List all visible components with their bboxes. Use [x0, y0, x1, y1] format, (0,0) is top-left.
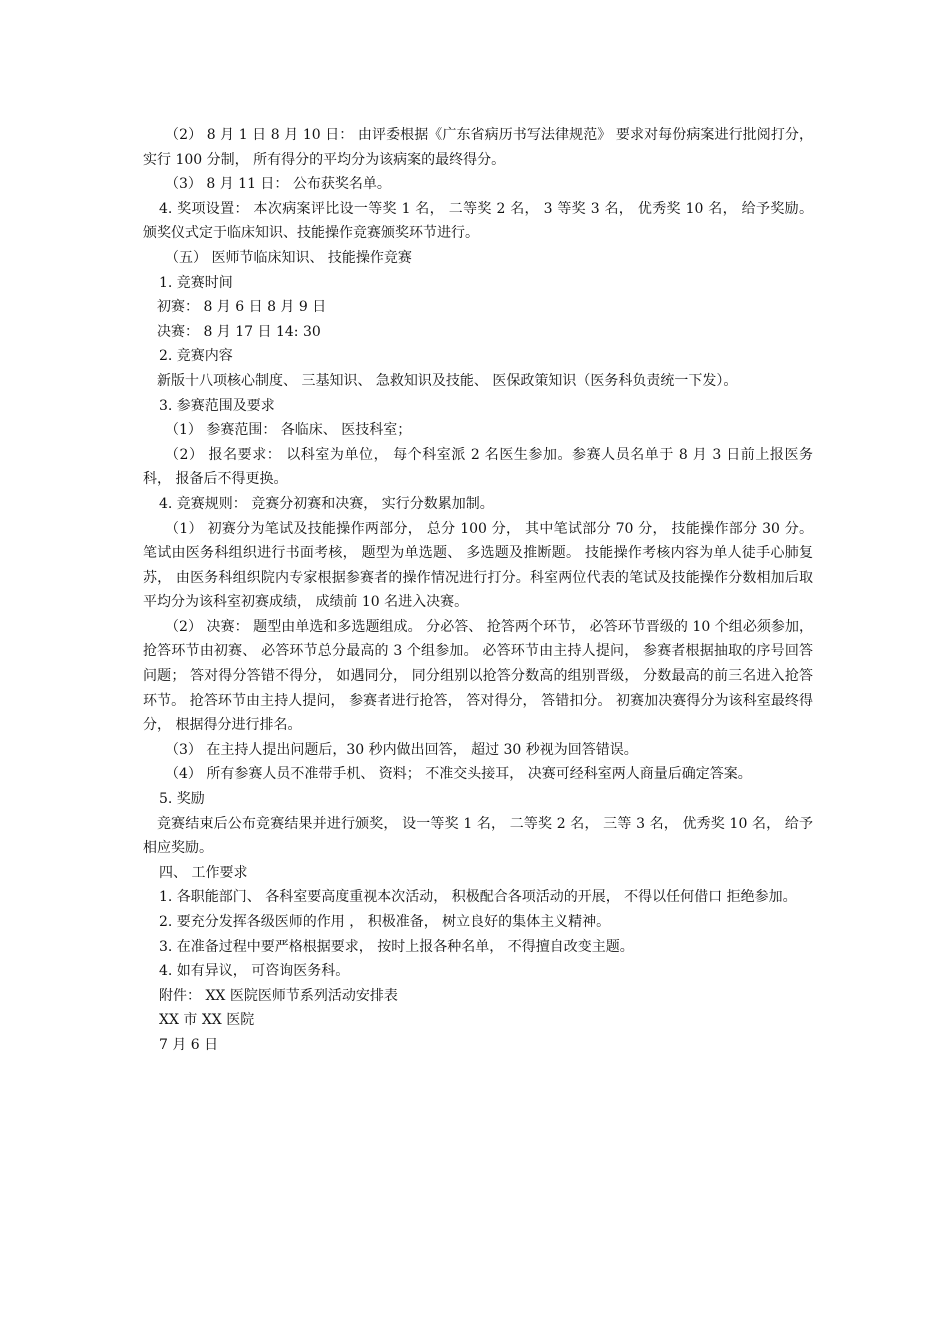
paragraph-award-settings: 4. 奖项设置： 本次病案评比设一等奖 1 名， 二等奖 2 名， 3 等奖 3 名， 优秀奖 10 名， 给予奖励。 颁奖仪式定于临床知识、技能操作竞赛颁奖环节进行。: [143, 200, 813, 242]
document-body: [143, 123, 813, 1058]
section-heading-competition: （五） 医师节临床知识、 技能操作竞赛: [165, 249, 412, 266]
subheading-rules: 4. 竞赛规则： 竞赛分初赛和决赛， 实行分数累加制。: [159, 495, 494, 512]
paragraph-requirement-3: 3. 在准备过程中要严格根据要求， 按时上报各种名单， 不得擅自改变主题。: [159, 938, 634, 955]
paragraph-scope: （1） 参赛范围： 各临床、 医技科室；: [165, 422, 412, 439]
paragraph-requirement-2: 2. 要充分发挥各级医师的作用 ， 积极准备， 树立良好的集体主义精神。: [159, 914, 611, 930]
signature-date: 7 月 6 日: [159, 1036, 219, 1053]
paragraph-discipline: （4） 所有参赛人员不准带手机、 资料； 不准交头接耳， 决赛可经科室两人商量后确定答案。: [165, 766, 752, 783]
signature-organization: XX 市 XX 医院: [159, 1012, 255, 1029]
paragraph-review-schedule: （2） 8 月 1 日 8 月 10 日： 由评委根据《广东省病历书写法律规范》 要求对每份病案进行批阅打分， 实行 100 分制， 所有得分的平均分为该病案的最终得分。: [143, 127, 813, 168]
subheading-competition-content: 2. 竞赛内容: [159, 348, 233, 365]
paragraph-preliminary-rules: （1） 初赛分为笔试及技能操作两部分， 总分 100 分， 其中笔试部分 70 分， 技能操作部分 30 分。 笔试由医务科组织进行书面考核， 题型为单选题、 多选题及推断题。 技能操作考核内容为单人徒手心肺复苏， 由医务科组织院内专家根据参赛者的操作情况进行打分。科室两位代表的笔试及技能操作分数相加后取平均分为该科室初赛成绩， 成绩前 10 名进入决赛。: [143, 520, 813, 611]
paragraph-final-rules: （2） 决赛： 题型由单选和多选题组成。 分必答、 抢答两个环节， 必答环节晋级的 10 个组必须参加， 抢答环节由初赛、 必答环节总分最高的 3 个组参加。 必答环节由主持人提问， 参赛者根据抽取的序号回答问题； 答对得分答错不得分， 如遇同分， 同分组别以抢答分数高的组别晋级， 分数最高的前三名进入抢答环节。 抢答环节由主持人提问， 参赛者进行抢答， 答对得分， 答错扣分。 初赛加决赛得分为该科室最终得分， 根据得分进行排名。: [143, 618, 813, 734]
paragraph-requirement-1: 1. 各职能部门、 各科室要高度重视本次活动， 积极配合各项活动的开展， 不得以任何借口 拒绝参加。: [159, 889, 797, 906]
paragraph-announce-winners: （3） 8 月 11 日： 公布获奖名单。: [165, 176, 391, 193]
paragraph-reward-details: 竞赛结束后公布竞赛结果并进行颁奖， 设一等奖 1 名， 二等奖 2 名， 三等 3 名， 优秀奖 10 名， 给予相应奖励。: [143, 815, 813, 857]
paragraph-registration: （2） 报名要求： 以科室为单位， 每个科室派 2 名医生参加。参赛人员名单于 8 月 3 日前上报医务科， 报备后不得更换。: [143, 446, 813, 488]
subheading-rewards: 5. 奖励: [159, 791, 205, 808]
paragraph-requirement-4: 4. 如有异议， 可咨询医务科。: [159, 963, 350, 980]
paragraph-preliminary-date: 初赛： 8 月 6 日 8 月 9 日: [157, 299, 327, 316]
subheading-competition-time: 1. 竞赛时间: [159, 274, 233, 291]
paragraph-final-date: 决赛： 8 月 17 日 14: 30: [157, 323, 321, 340]
subheading-scope-requirements: 3. 参赛范围及要求: [159, 397, 275, 414]
section-heading-work-requirements: 四、 工作要求: [159, 864, 248, 881]
paragraph-answer-time: （3） 在主持人提出问题后，30 秒内做出回答， 超过 30 秒视为回答错误。: [165, 741, 638, 758]
paragraph-attachment: 附件： XX 医院医师节系列活动安排表: [159, 987, 398, 1004]
paragraph-content-details: 新版十八项核心制度、 三基知识、 急救知识及技能、 医保政策知识（医务科负责统一下发）。: [157, 372, 738, 389]
